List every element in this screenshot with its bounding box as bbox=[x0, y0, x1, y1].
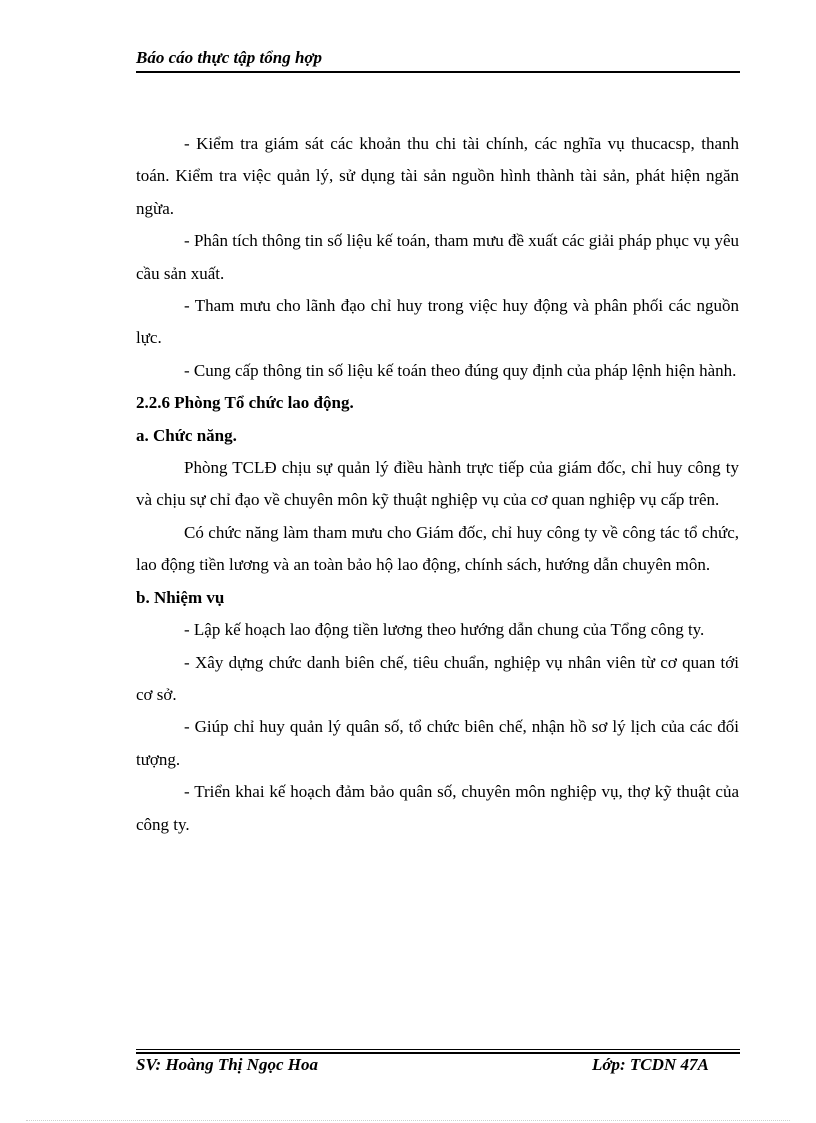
paragraph-function-1: Phòng TCLĐ chịu sự quản lý điều hành trực tiếp của giám đốc, chỉ huy công ty và chịu sự chỉ đạo về chuyên môn kỹ thuật nghiệp vụ của cơ quan nghiệp vụ cấp trên. bbox=[136, 458, 739, 510]
paragraph-accounting-analysis: - Phân tích thông tin số liệu kế toán, tham mưu đề xuất các giải pháp phục vụ yêu cầu sản xuất. bbox=[136, 231, 739, 283]
paragraph-accounting-info: - Cung cấp thông tin số liệu kế toán theo đúng quy định của pháp lệnh hiện hành. bbox=[184, 360, 737, 380]
section-heading: 2.2.6 Phòng Tổ chức lao động. bbox=[136, 393, 354, 413]
function-heading: a. Chức năng. bbox=[136, 425, 237, 445]
paragraph-duty-1: - Lập kế hoạch lao động tiền lương theo hướng dẫn chung của Tổng công ty. bbox=[184, 620, 705, 640]
footer-student-name: SV: Hoàng Thị Ngọc Hoa bbox=[136, 1055, 318, 1074]
paragraph-accounting-audit: - Kiểm tra giám sát các khoản thu chi tài chính, các nghĩa vụ thucacsp, thanh toán. Kiểm tra việc quản lý, sử dụng tài sản nguồn hình thành tài sản, phát hiện ngăn ngừa. bbox=[136, 134, 739, 218]
paragraph-accounting-advice: - Tham mưu cho lãnh đạo chỉ huy trong việc huy động và phân phối các nguồn lực. bbox=[136, 296, 739, 348]
paragraph-duty-2: - Xây dựng chức danh biên chế, tiêu chuẩn, nghiệp vụ nhân viên từ cơ quan tới cơ sở. bbox=[136, 652, 739, 704]
header-title: Báo cáo thực tập tổng hợp bbox=[136, 48, 323, 67]
footer-rule-thick bbox=[136, 1052, 740, 1054]
header-rule bbox=[136, 71, 740, 73]
document-body bbox=[136, 128, 739, 841]
footer-class: Lớp: TCDN 47A bbox=[592, 1055, 709, 1074]
paragraph-function-2: Có chức năng làm tham mưu cho Giám đốc, chỉ huy công ty về công tác tổ chức, lao động tiền lương và an toàn bảo hộ lao động, chính sách, hướng dẫn chuyên môn. bbox=[136, 522, 739, 575]
duty-heading: b. Nhiệm vụ bbox=[136, 587, 225, 607]
footer-rule-thin bbox=[136, 1049, 740, 1050]
page-edge bbox=[26, 1120, 790, 1121]
paragraph-duty-4: - Triển khai kế hoạch đảm bảo quân số, chuyên môn nghiệp vụ, thợ kỹ thuật của công ty. bbox=[136, 782, 739, 834]
paragraph-duty-3: - Giúp chỉ huy quản lý quân số, tổ chức biên chế, nhận hồ sơ lý lịch của các đối tượng. bbox=[136, 717, 739, 769]
